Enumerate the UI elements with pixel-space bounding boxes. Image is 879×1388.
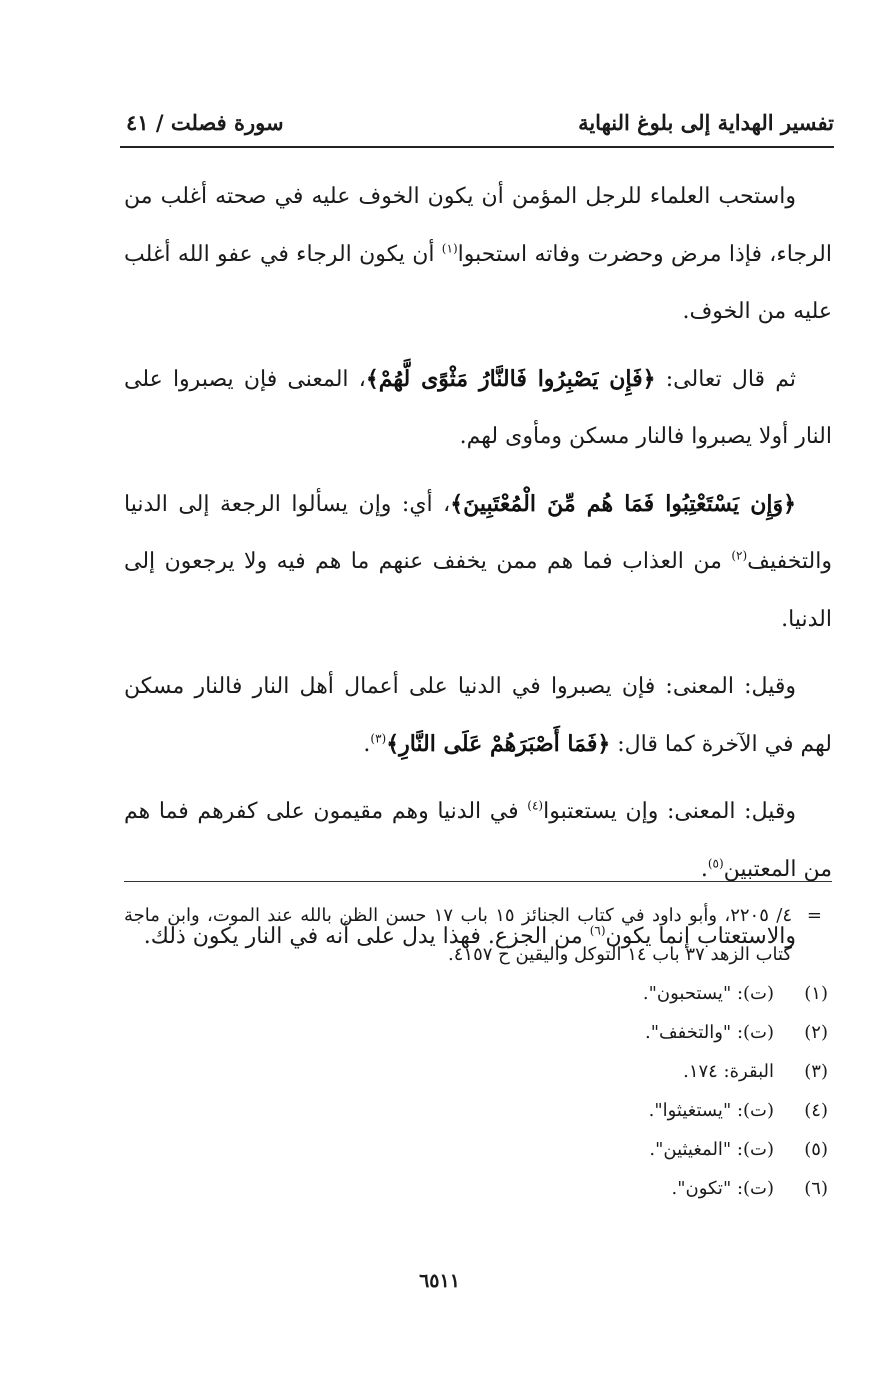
footnote-ref-1: (١) [441, 241, 458, 256]
footnote-divider [124, 881, 832, 882]
main-text [124, 168, 832, 966]
paragraph-2-text: ثم قال تعالى: [655, 366, 796, 392]
paragraph-5-end: . [700, 856, 708, 882]
footnote-number: (٦) [804, 1178, 828, 1199]
paragraph-2 [124, 351, 832, 466]
footnote-item [124, 1052, 832, 1091]
paragraph-3-text: ، أي: وإن يسألوا الرجعة إلى الدنيا والتخفيف [124, 491, 832, 574]
footnote-item [124, 1013, 832, 1052]
page-number: ٦٥١١ [419, 1270, 460, 1292]
running-header [120, 106, 834, 142]
paragraph-6-text: والاستعتاب إنما يكون [605, 924, 796, 949]
footnote-ref-6: (٦) [589, 923, 606, 938]
footnote-text: (ت): "يستغيثوا". [648, 1100, 774, 1121]
footnote-number: (٢) [804, 1022, 828, 1043]
footnote-item [124, 1169, 832, 1208]
footnote-text: (ت): "تكون". [671, 1178, 774, 1199]
footnote-text: البقرة: ١٧٤. [683, 1061, 774, 1082]
footnote-ref-2: (٢) [731, 548, 748, 563]
paragraph-5-text: وقيل: المعنى: وإن يستعتبوا [543, 799, 797, 824]
paragraph-4 [124, 658, 832, 773]
continuation-mark: = [806, 905, 822, 926]
footnote-continuation [124, 896, 832, 974]
book-title: تفسير الهداية إلى بلوغ النهاية [578, 110, 834, 135]
paragraph-1-text: واستحب العلماء للرجل المؤمن أن يكون الخوف عليه في صحته أغلب من الرجاء، فإذا مرض وحضرت وفاته استحبوا [124, 184, 832, 267]
surah-reference: سورة فصلت / ٤١ [126, 110, 284, 135]
footnote-number: (٤) [804, 1100, 828, 1121]
quran-verse: ﴿وَإِن يَسْتَعْتِبُوا فَمَا هُم مِّنَ الْمُعْتَبِينَ﴾ [450, 490, 797, 517]
footnote-item [124, 1091, 832, 1130]
paragraph-3-end: من العذاب فما هم ممن يخفف عنهم ما هم فيه ولا يرجعون إلى الدنيا. [124, 549, 832, 632]
footnote-number: (١) [804, 983, 828, 1004]
footnote-text: (ت): "والتخفف". [644, 1022, 774, 1043]
paragraph-1 [124, 168, 832, 341]
footnote-text: (ت): "المغيثين". [649, 1139, 774, 1160]
paragraph-6-end: من الجزع. فهذا يدل على أنه في النار يكون ذلك. [143, 924, 590, 949]
quran-verse: ﴿فَإِن يَصْبِرُوا فَالنَّارُ مَثْوًى لَّهُمْ﴾ [365, 365, 656, 392]
paragraph-4-text: وقيل: المعنى: فإن يصبروا في الدنيا على أعمال أهل النار فالنار مسكن لهم في الآخرة كما قال: [124, 674, 832, 757]
header-divider [120, 146, 834, 148]
paragraph-2-end: ، المعنى فإن يصبروا على النار أولا يصبروا فالنار مسكن ومأوى لهم. [124, 366, 832, 449]
footnote-ref-3: (٣) [370, 731, 387, 746]
quran-verse: ﴿فَمَا أَصْبَرَهُمْ عَلَى النَّارِ﴾ [386, 730, 611, 757]
footnote-number: (٣) [804, 1061, 828, 1082]
footnote-item [124, 1130, 832, 1169]
footnote-ref-5: (٥) [707, 856, 724, 871]
footnote-number: (٥) [804, 1139, 828, 1160]
footnotes [124, 896, 832, 1208]
footnote-continuation-text: ٤/ ٢٢٠٥، وأبو داود في كتاب الجنائز ١٥ باب ١٧ حسن الظن بالله عند الموت، وابن ماجة كتاب الزهد ٣٧ باب ١٤ التوكل واليقين ح ٤١٥٧. [124, 905, 792, 965]
paragraph-4-end: . [363, 731, 371, 757]
paragraph-5-mid: في الدنيا وهم مقيمون على كفرهم فما هم من المعتبين [124, 799, 832, 882]
paragraph-1-end: أن يكون الرجاء في عفو الله أغلب عليه من الخوف. [124, 241, 832, 324]
footnote-ref-4: (٤) [527, 798, 544, 813]
footnote-text: (ت): "يستحبون". [642, 983, 774, 1004]
paragraph-3 [124, 476, 832, 649]
footnote-item [124, 974, 832, 1013]
